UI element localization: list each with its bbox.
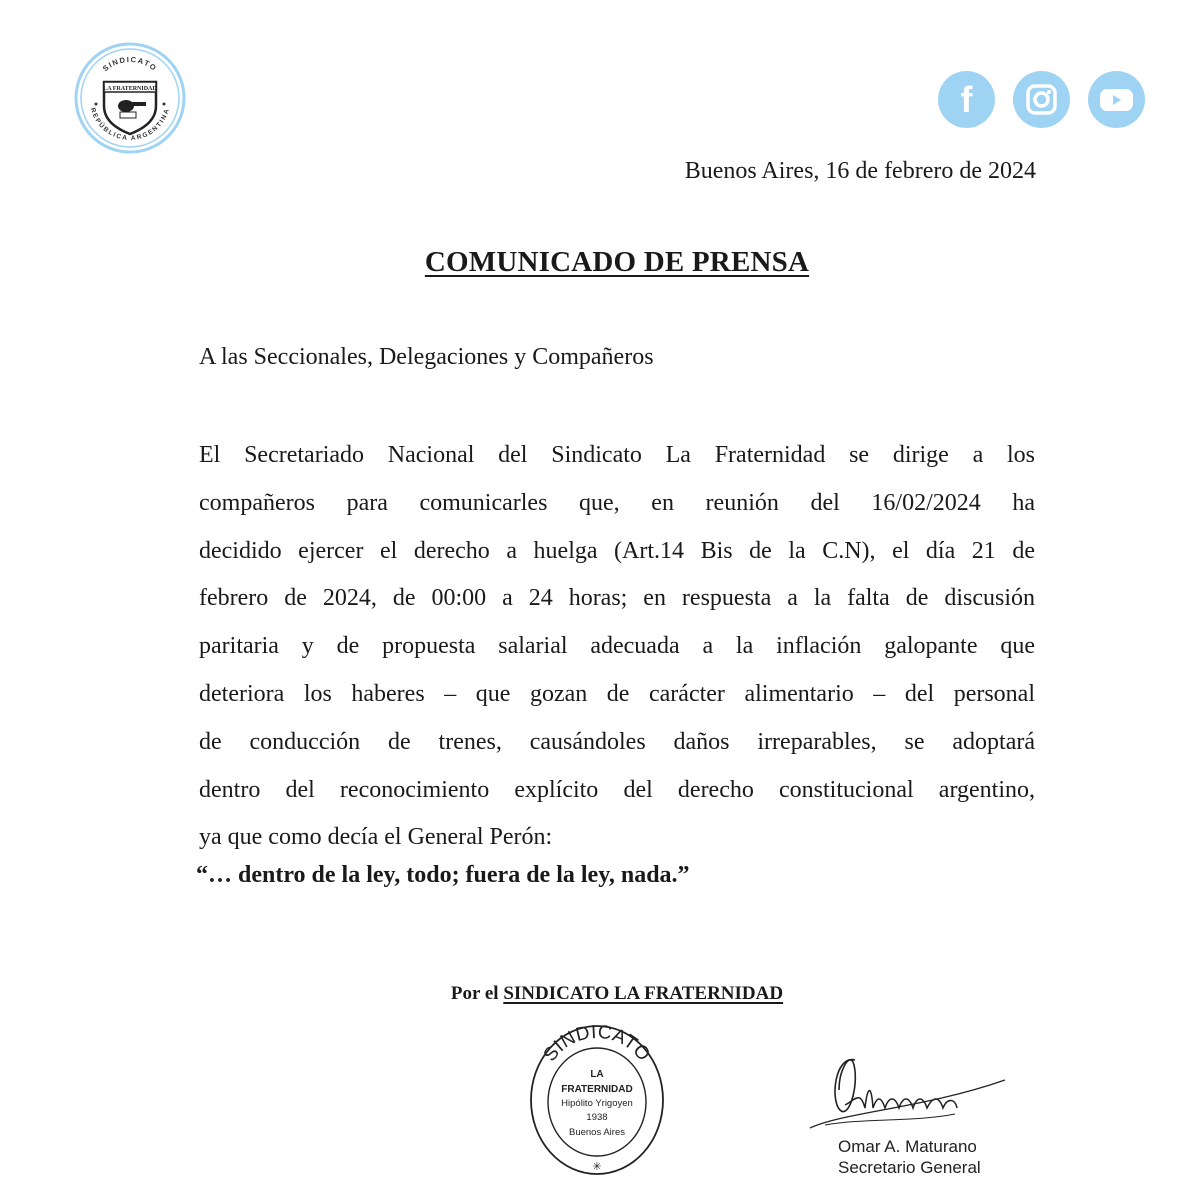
body-line: ya que como decía el General Perón: <box>199 824 553 851</box>
svg-text:LA: LA <box>590 1069 604 1080</box>
union-logo <box>74 42 186 154</box>
byline <box>0 983 1200 1005</box>
svg-text:SINDICATO: SINDICATO <box>539 1022 655 1066</box>
signature-scribble <box>805 1050 1025 1130</box>
byline-org: SINDICATO LA FRATERNIDAD <box>503 983 784 1004</box>
svg-text:REPÚBLICA ARGENTINA: REPÚBLICA ARGENTINA <box>88 107 172 143</box>
signer-block <box>838 1136 981 1178</box>
svg-text:LA FRATERNIDAD: LA FRATERNIDAD <box>103 86 157 92</box>
peron-quote: “… dentro de la ley, todo; fuera de la ley, nada.” <box>196 862 690 888</box>
signer-name: Omar A. Maturano <box>838 1137 977 1156</box>
body-line: El Secretariado Nacional del Sindicato La Fraternidad se dirige a los <box>199 442 1035 468</box>
body-paragraph <box>199 432 1035 862</box>
facebook-icon[interactable] <box>938 71 995 128</box>
instagram-icon[interactable] <box>1013 71 1070 128</box>
date-line: Buenos Aires, 16 de febrero de 2024 <box>684 158 1036 184</box>
page-title: COMUNICADO DE PRENSA <box>424 246 810 278</box>
body-line: febrero de 2024, de 00:00 a 24 horas; en respuesta a la falta de discusión <box>199 585 1035 612</box>
body-line: compañeros para comunicarles que, en reunión del 16/02/2024 ha <box>199 489 1035 516</box>
salutation: A las Seccionales, Delegaciones y Compañeros <box>199 344 654 370</box>
svg-text:SINDICATO: SINDICATO <box>100 54 159 74</box>
svg-text:f: f <box>960 79 973 120</box>
svg-text:Hipólito Yrigoyen: Hipólito Yrigoyen <box>561 1098 633 1109</box>
body-line: decidido ejercer el derecho a huelga (Art.14 Bis de la C.N), el día 21 de <box>199 537 1035 564</box>
body-line: deteriora los haberes – que gozan de carácter alimentario – del personal <box>199 680 1035 707</box>
signer-role: Secretario General <box>838 1158 981 1177</box>
youtube-icon[interactable] <box>1088 71 1145 128</box>
svg-text:FRATERNIDAD: FRATERNIDAD <box>561 1084 633 1095</box>
svg-text:✳: ✳ <box>592 1160 602 1173</box>
social-links <box>938 71 1145 128</box>
body-line: dentro del reconocimiento explícito del derecho constitucional argentino, <box>199 776 1035 803</box>
union-stamp <box>527 1022 667 1182</box>
byline-prefix: Por el <box>450 983 504 1004</box>
body-line: paritaria y de propuesta salarial adecuada a la inflación galopante que <box>199 633 1035 660</box>
svg-text:1938: 1938 <box>586 1112 608 1123</box>
body-line: de conducción de trenes, causándoles daños irreparables, se adoptará <box>199 728 1035 755</box>
svg-text:Buenos Aires: Buenos Aires <box>569 1127 625 1138</box>
